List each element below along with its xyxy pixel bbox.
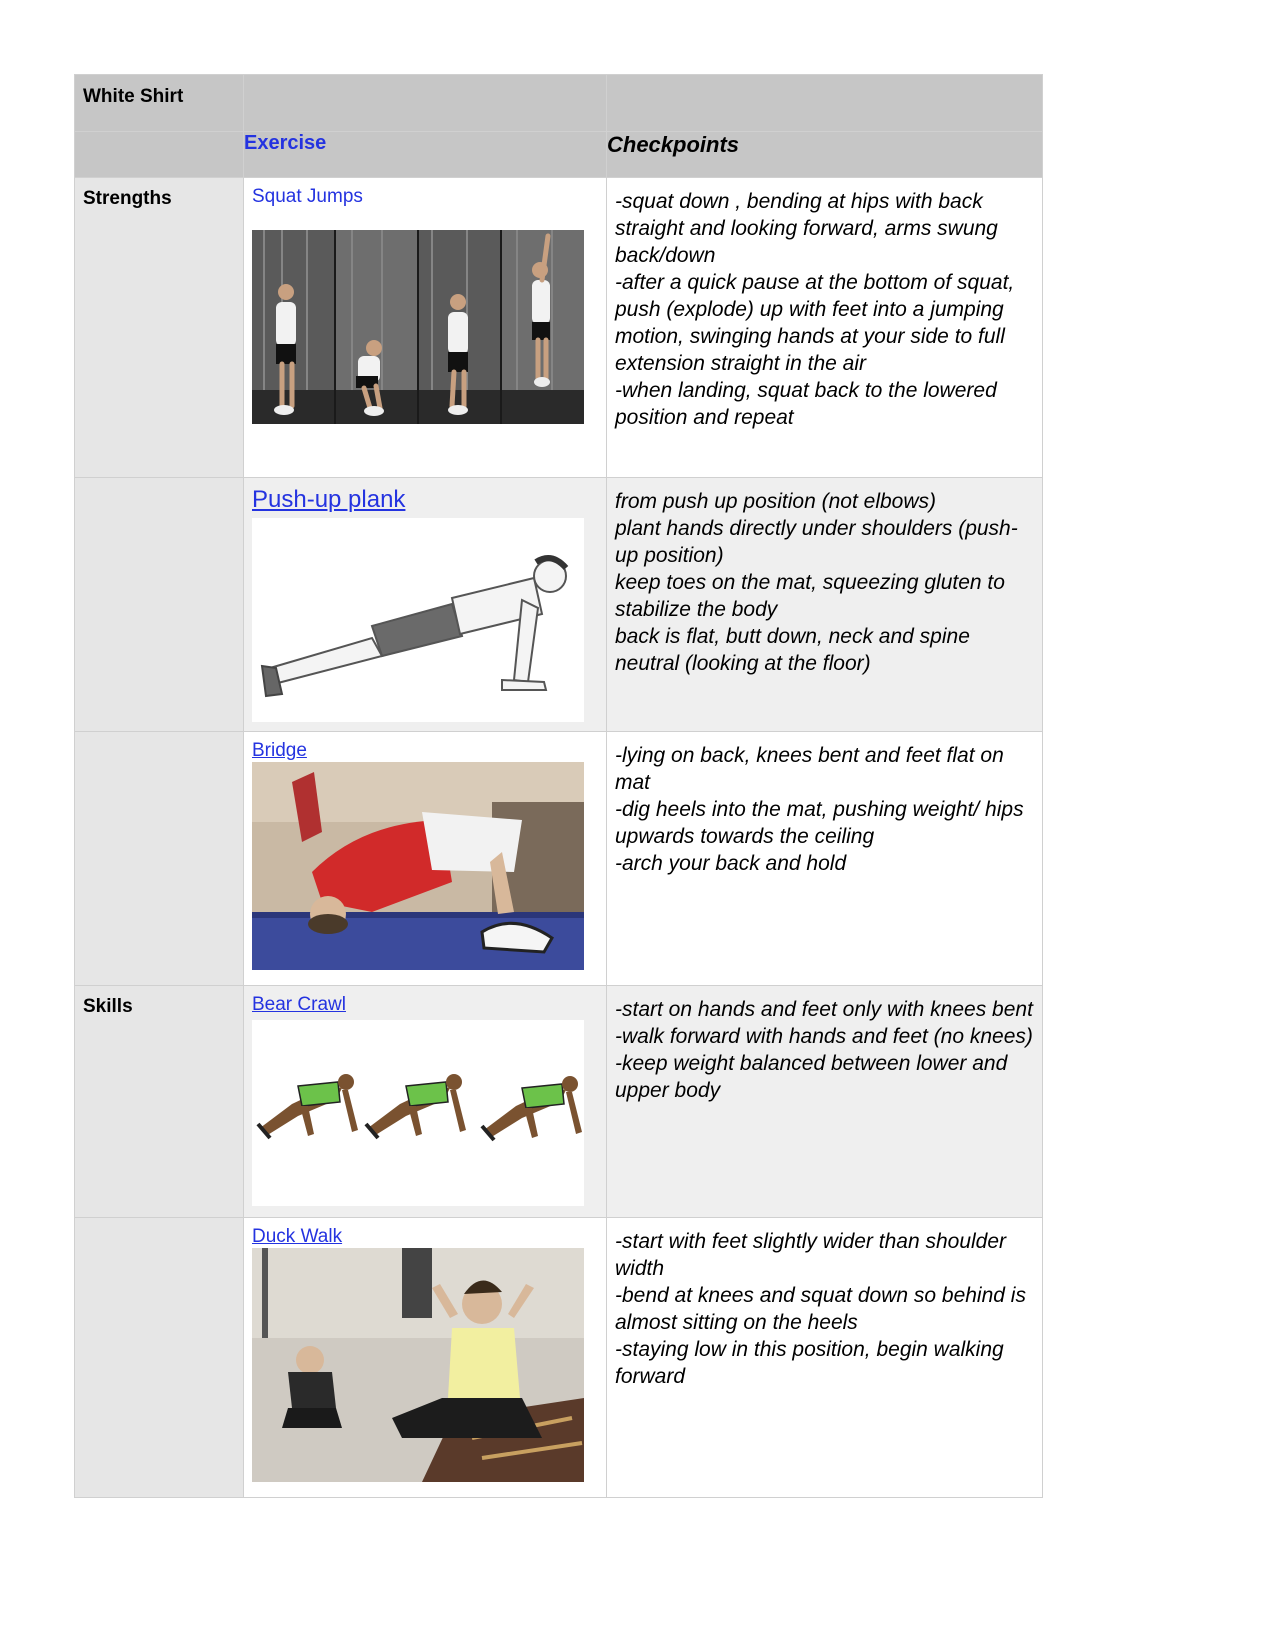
table-header-row (75, 132, 1043, 178)
table-row (75, 986, 1043, 1218)
table-row (75, 1218, 1043, 1498)
table-row (75, 178, 1043, 478)
squat-jumps-photo (252, 230, 584, 424)
category-label (75, 478, 244, 732)
exercise-cell (244, 478, 607, 732)
bridge-photo (252, 762, 584, 970)
exercise-link-bear-crawl[interactable]: Bear Crawl (252, 994, 346, 1015)
exercise-link-squat-jumps[interactable]: Squat Jumps (252, 186, 363, 207)
table-row (75, 732, 1043, 986)
checkpoints-cell: -squat down , bending at hips with back straight and looking forward, arms swung back/down -after a quick pause at the bottom of squat, push (explode) up with feet into a jumping motion, swinging hands at your side to full extension straight in the air -when landing, squat back to the lowered position and repeat (607, 178, 1043, 478)
table-title-row (75, 75, 1043, 132)
table-row (75, 478, 1043, 732)
category-label: Skills (75, 986, 244, 1218)
category-label: Strengths (75, 178, 244, 478)
exercise-cell (244, 1218, 607, 1498)
exercise-link-bridge[interactable]: Bridge (252, 740, 307, 761)
checkpoints-cell: from push up position (not elbows) plant hands directly under shoulders (push-up position) keep toes on the mat, squeezing gluten to stabilize the body back is flat, butt down, neck and spine neutral (looking at the floor) (607, 478, 1043, 732)
duck-walk-photo (252, 1248, 584, 1482)
push-up-plank-illustration (252, 518, 584, 722)
exercise-table (74, 74, 1043, 1498)
table-title: White Shirt (75, 75, 244, 132)
checkpoints-cell: -start on hands and feet only with knees bent -walk forward with hands and feet (no knees) -keep weight balanced between lower and upper body (607, 986, 1043, 1218)
category-label (75, 732, 244, 986)
bear-crawl-illustration (252, 1020, 584, 1206)
exercise-cell (244, 178, 607, 478)
checkpoints-cell: -start with feet slightly wider than shoulder width -bend at knees and squat down so behind is almost sitting on the heels -staying low in this position, begin walking forward (607, 1218, 1043, 1498)
exercise-cell (244, 732, 607, 986)
checkpoints-cell: -lying on back, knees bent and feet flat on mat -dig heels into the mat, pushing weight/ hips upwards towards the ceiling -arch your back and hold (607, 732, 1043, 986)
header-checkpoints: Checkpoints (607, 132, 1043, 178)
header-exercise: Exercise (244, 132, 607, 178)
category-label (75, 1218, 244, 1498)
exercise-link-push-up-plank[interactable]: Push-up plank (252, 486, 406, 513)
exercise-cell (244, 986, 607, 1218)
exercise-link-duck-walk[interactable]: Duck Walk (252, 1226, 343, 1247)
